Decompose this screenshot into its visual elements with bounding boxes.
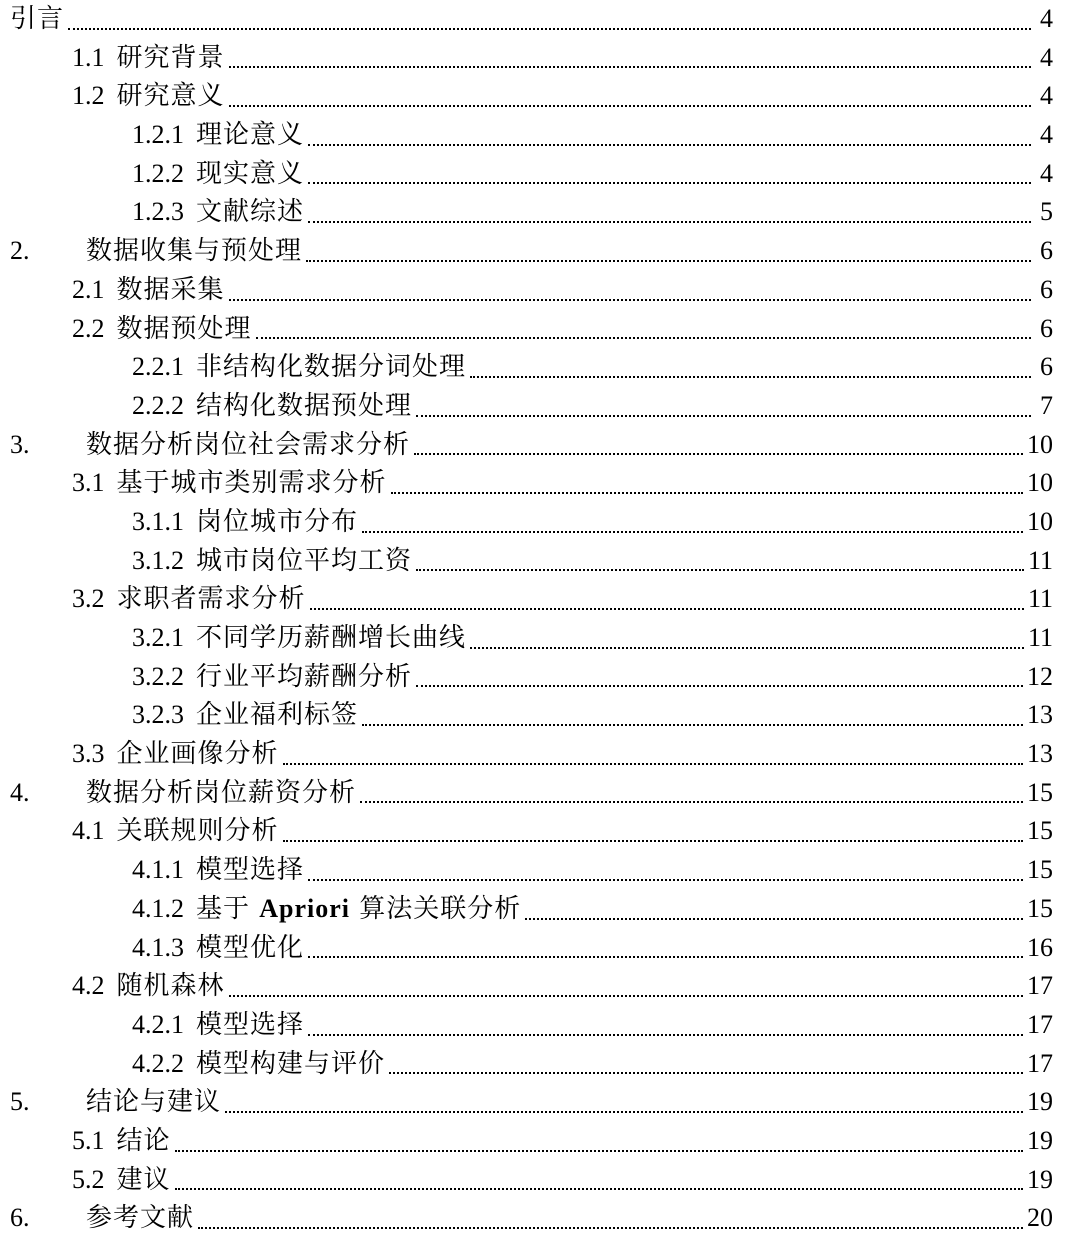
toc-entry[interactable] [0, 929, 1071, 968]
toc-entry-number: 4. [10, 777, 30, 807]
toc-entry-title: 参考文献 [86, 1203, 195, 1234]
toc-entry-title [196, 890, 521, 929]
toc-entry[interactable] [0, 580, 1071, 619]
toc-entry-number: 5.2 [72, 1164, 105, 1194]
toc-entry[interactable] [0, 77, 1071, 116]
toc-entry[interactable] [0, 1045, 1071, 1084]
toc-entry-page-number: 11 [1027, 584, 1053, 614]
toc-entry[interactable] [0, 812, 1071, 851]
toc-entry-page-number: 4 [1040, 120, 1053, 150]
toc-entry[interactable] [0, 193, 1071, 232]
toc-entry-number: 2.2.1 [132, 352, 184, 382]
toc-entry-number: 1.2.2 [132, 158, 184, 188]
dot-leader [306, 258, 1031, 262]
toc-entry[interactable] [0, 1161, 1071, 1200]
toc-entry[interactable] [0, 39, 1071, 78]
toc-entry-number: 3.3 [72, 739, 105, 769]
toc-entry-page-number: 19 [1027, 1164, 1053, 1194]
toc-entry[interactable] [0, 1122, 1071, 1161]
toc-entry[interactable] [0, 696, 1071, 735]
dot-leader [283, 761, 1023, 765]
dot-leader [308, 877, 1023, 881]
toc-entry-number: 4.2.2 [132, 1048, 184, 1078]
toc-entry-number: 3.1.2 [132, 545, 184, 575]
toc-entry-title: 求职者需求分析 [116, 584, 306, 615]
dot-leader [308, 954, 1023, 958]
toc-entry-page-number: 15 [1027, 855, 1053, 885]
toc-entry-title: 文献综述 [196, 197, 305, 228]
toc-entry-title: 数据收集与预处理 [86, 236, 303, 267]
toc-entry-title: 数据预处理 [116, 313, 252, 344]
toc-entry-title: 随机森林 [116, 971, 225, 1002]
toc-entry[interactable] [0, 735, 1071, 774]
toc-entry-number: 4.1.2 [132, 893, 184, 923]
dot-leader [470, 645, 1024, 649]
toc-entry-title-part: 基于 [196, 893, 260, 924]
toc-entry-page-number: 15 [1027, 893, 1053, 923]
toc-entry[interactable] [0, 967, 1071, 1006]
toc-entry[interactable] [0, 890, 1071, 929]
dot-leader [308, 180, 1031, 184]
toc-entry-title: 模型选择 [196, 855, 305, 886]
toc-entry-title: 岗位城市分布 [196, 506, 359, 537]
toc-entry-title: 研究背景 [116, 42, 225, 73]
toc-entry-number: 2. [10, 236, 30, 266]
toc-entry-number: 4.1.1 [132, 855, 184, 885]
dot-leader [68, 26, 1031, 30]
dot-leader [389, 1070, 1023, 1074]
dot-leader [310, 606, 1024, 610]
toc-entry-title: 理论意义 [196, 120, 305, 151]
dot-leader [175, 1148, 1023, 1152]
toc-entry-title: 模型优化 [196, 932, 305, 963]
toc-entry-title: 基于城市类别需求分析 [116, 468, 387, 499]
toc-entry-title: 企业画像分析 [116, 739, 279, 770]
toc-entry-page-number: 4 [1040, 158, 1053, 188]
toc-entry-page-number: 6 [1040, 274, 1053, 304]
toc-entry-number: 3.1.1 [132, 506, 184, 536]
toc-entry-number: 1.2.3 [132, 197, 184, 227]
dot-leader [525, 916, 1023, 920]
toc-entry[interactable] [0, 1083, 1071, 1122]
toc-entry-number: 3.2.3 [132, 700, 184, 730]
toc-entry-number: 3.1 [72, 468, 105, 498]
toc-entry-title: 不同学历薪酬增长曲线 [196, 623, 467, 653]
dot-leader [391, 490, 1023, 494]
toc-entry-page-number: 17 [1027, 1009, 1053, 1039]
toc-entry[interactable] [0, 542, 1071, 581]
toc-entry[interactable] [0, 619, 1071, 658]
toc-entry-page-number: 17 [1027, 971, 1053, 1001]
toc-entry-page-number: 11 [1027, 623, 1053, 652]
toc-entry[interactable] [0, 0, 1071, 39]
toc-entry-title-bold: Apriori [259, 893, 351, 923]
toc-entry[interactable] [0, 310, 1071, 349]
toc-entry-title: 结构化数据预处理 [196, 390, 413, 421]
toc-entry-title: 建议 [116, 1164, 171, 1195]
toc-entry-page-number: 17 [1027, 1048, 1053, 1078]
toc-entry[interactable] [0, 658, 1071, 697]
toc-entry-number: 5. [10, 1087, 30, 1117]
toc-entry-page-number: 6 [1040, 352, 1053, 382]
dot-leader [229, 103, 1031, 107]
toc-entry-title: 城市岗位平均工资 [196, 545, 413, 576]
toc-entry[interactable] [0, 116, 1071, 155]
toc-entry-number: 5.1 [72, 1125, 105, 1155]
toc-entry-page-number: 16 [1027, 932, 1053, 962]
toc-entry-title: 关联规则分析 [116, 816, 279, 847]
dot-leader [283, 838, 1023, 842]
toc-entry-title: 模型选择 [196, 1009, 305, 1040]
toc-entry-page-number: 4 [1040, 42, 1053, 72]
dot-leader [229, 297, 1031, 301]
toc-entry-page-number: 20 [1027, 1203, 1053, 1233]
toc-entry-number: 1.2.1 [132, 120, 184, 150]
toc-entry[interactable] [0, 426, 1071, 465]
toc-entry-number: 6. [10, 1203, 30, 1233]
toc-entry[interactable] [0, 1199, 1071, 1238]
dot-leader [416, 683, 1023, 687]
dot-leader [175, 1186, 1023, 1190]
toc-entry-page-number: 11 [1027, 545, 1053, 575]
toc-entry-number: 4.1 [72, 816, 105, 846]
toc-entry-title: 结论 [116, 1125, 171, 1156]
toc-entry-number: 1.1 [72, 42, 105, 72]
toc-entry-title: 数据分析岗位薪资分析 [86, 777, 357, 808]
dot-leader [229, 993, 1023, 997]
toc-entry-number: 4.1.3 [132, 932, 184, 962]
toc-entry-page-number: 19 [1027, 1087, 1053, 1117]
dot-leader [470, 374, 1031, 378]
dot-leader [256, 335, 1031, 339]
dot-leader [308, 1032, 1023, 1036]
toc-entry-title: 数据分析岗位社会需求分析 [86, 429, 411, 460]
toc-entry-page-number: 6 [1040, 236, 1053, 266]
dot-leader [229, 64, 1031, 68]
toc-entry-page-number: 15 [1027, 777, 1053, 807]
toc-entry-page-number: 10 [1027, 429, 1053, 459]
toc-entry-title: 非结构化数据分词处理 [196, 352, 467, 383]
toc-entry[interactable] [0, 464, 1071, 503]
toc-entry-title: 行业平均薪酬分析 [196, 661, 413, 692]
toc-entry[interactable] [0, 851, 1071, 890]
toc-entry[interactable] [0, 271, 1071, 310]
toc-entry-number: 2.1 [72, 274, 105, 304]
toc-entry-page-number: 15 [1027, 816, 1053, 846]
toc-entry-page-number: 12 [1027, 661, 1053, 691]
toc-entry-title: 现实意义 [196, 158, 305, 189]
toc-entry[interactable] [0, 1006, 1071, 1045]
dot-leader [416, 567, 1024, 571]
toc-entry[interactable] [0, 155, 1071, 194]
toc-entry[interactable] [0, 774, 1071, 813]
toc-entry-title: 企业福利标签 [196, 700, 359, 731]
toc-entry-page-number: 5 [1040, 197, 1053, 227]
toc-entry-title-part: 算法关联分析 [350, 893, 522, 924]
toc-entry-page-number: 4 [1040, 4, 1053, 33]
toc-entry-number: 2.2 [72, 313, 105, 343]
toc-entry-number: 3. [10, 429, 30, 459]
toc-entry-page-number: 10 [1027, 506, 1053, 536]
toc-entry-number: 3.2.1 [132, 623, 184, 652]
toc-entry-page-number: 4 [1040, 81, 1053, 111]
dot-leader [198, 1225, 1023, 1229]
toc-entry-number: 2.2.2 [132, 390, 184, 420]
toc-entry-number: 4.2.1 [132, 1009, 184, 1039]
dot-leader [416, 413, 1031, 417]
dot-leader [308, 142, 1031, 146]
toc-entry-number: 4.2 [72, 971, 105, 1001]
dot-leader [360, 799, 1023, 803]
toc-entry[interactable] [0, 348, 1071, 387]
toc-entry-title: 模型构建与评价 [196, 1048, 386, 1079]
toc-entry-number: 3.2 [72, 584, 105, 614]
dot-leader [308, 219, 1031, 223]
toc-entry-number: 1.2 [72, 81, 105, 111]
toc-entry[interactable] [0, 503, 1071, 542]
toc-entry-page-number: 13 [1027, 700, 1053, 730]
toc-entry-number: 3.2.2 [132, 661, 184, 691]
toc-entry-title: 研究意义 [116, 81, 225, 112]
toc-entry-title: 引言 [10, 4, 65, 34]
dot-leader [362, 529, 1023, 533]
toc-entry-page-number: 7 [1040, 390, 1053, 420]
toc-entry-title: 数据采集 [116, 274, 225, 305]
toc-entry[interactable] [0, 232, 1071, 271]
toc-entry-title: 结论与建议 [86, 1087, 222, 1118]
toc-entry-page-number: 10 [1027, 468, 1053, 498]
dot-leader [225, 1109, 1023, 1113]
toc-entry-page-number: 6 [1040, 313, 1053, 343]
toc-entry-page-number: 13 [1027, 739, 1053, 769]
toc-entry-page-number: 19 [1027, 1125, 1053, 1155]
dot-leader [414, 451, 1023, 455]
dot-leader [362, 722, 1023, 726]
toc-entry[interactable] [0, 387, 1071, 426]
